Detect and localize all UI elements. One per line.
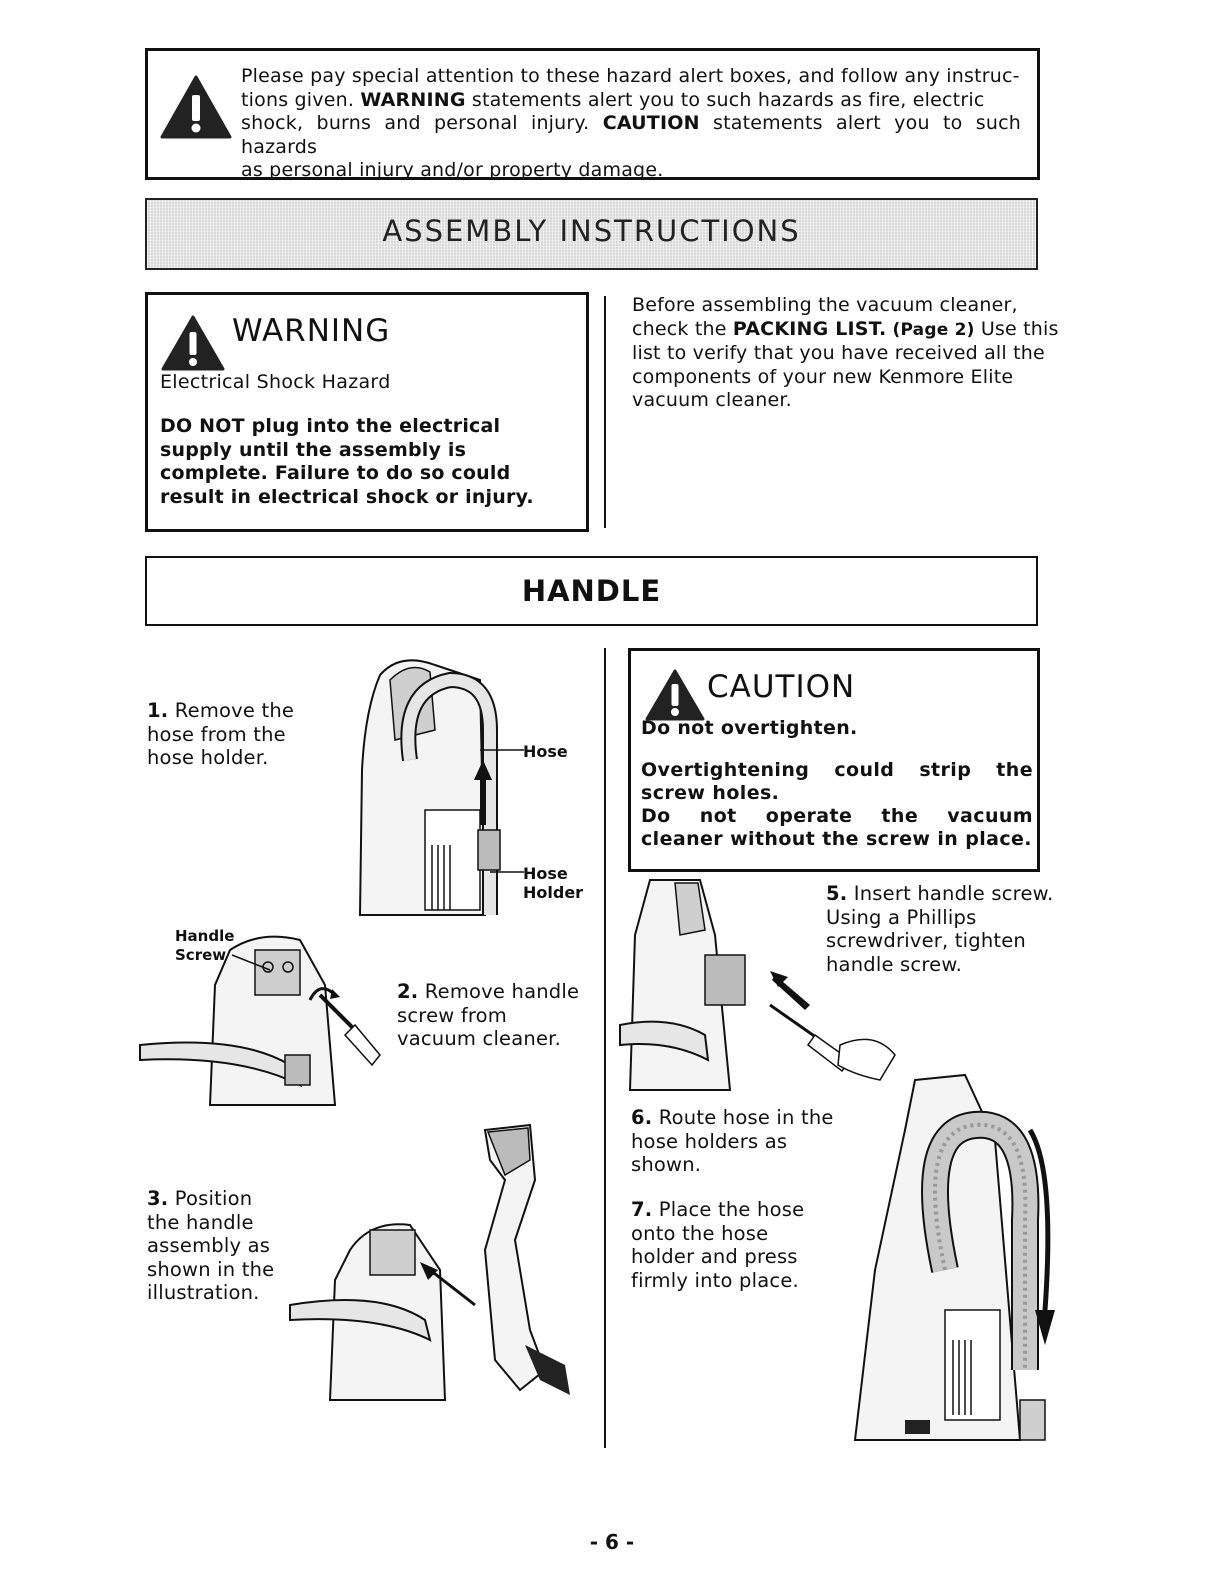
step-1-text: 1. Remove the hose from the hose holder. xyxy=(147,699,295,769)
hose-label: Hose xyxy=(523,742,568,761)
step-2-text: 2. Remove handle screw from vacuum cleaner. xyxy=(397,980,580,1050)
hazard-alert-box xyxy=(145,48,1040,180)
caution-subheading: Do not overtighten. xyxy=(641,717,858,739)
assembly-instructions-banner xyxy=(145,198,1038,270)
caution-box xyxy=(628,648,1040,872)
packing-list-paragraph: Before assembling the vacuum cleaner, check the PACKING LIST. (Page 2) Use this list to verify that you have received all the components of your new Kenmore Elite vacuum cleaner. xyxy=(632,294,1059,411)
hose-holder-label: Hose Holder xyxy=(523,864,584,902)
handle-screw-label: Handle Screw xyxy=(175,927,235,964)
caution-triangle-icon xyxy=(645,669,705,721)
step-6-text: 6. Route hose in the hose holders as shown. xyxy=(631,1106,834,1176)
assembly-instructions-title: ASSEMBLY INSTRUCTIONS xyxy=(382,214,801,248)
caution-keyword: CAUTION xyxy=(602,112,700,134)
illustration-position-handle xyxy=(290,1120,580,1405)
column-divider xyxy=(604,648,606,1448)
handle-section-title: HANDLE xyxy=(521,574,662,608)
column-divider xyxy=(604,296,606,528)
warning-body: DO NOT plug into the electrical supply until the assembly is complete. Failure to do so could result in electrical shock or injury. xyxy=(160,415,534,508)
warning-triangle-icon xyxy=(160,75,232,139)
warning-heading: WARNING xyxy=(232,313,391,349)
warning-triangle-icon xyxy=(161,315,225,371)
packing-list-keyword: PACKING LIST. xyxy=(732,317,887,340)
handle-section-banner xyxy=(145,556,1038,626)
page-reference: (Page 2) xyxy=(886,319,975,340)
page-number: - 6 - xyxy=(589,1530,635,1554)
caution-body: Overtightening could strip the screw holes. Do not operate the vacuum cleaner without the screw in place. xyxy=(641,759,1033,850)
caution-heading: CAUTION xyxy=(707,669,856,705)
illustration-route-hose xyxy=(845,1070,1055,1450)
warning-keyword: WARNING xyxy=(360,88,466,111)
hazard-alert-text: Please pay special attention to these hazard alert boxes, and follow any instruc- tions given. WARNING statements alert you to such hazards as fire, electric shock, burns and personal injury. CAUTION statements alert you to such hazards as personal injury and/or property damage. xyxy=(241,65,1021,181)
illustration-remove-hose xyxy=(340,650,530,920)
step-3-text: 3. Position the handle assembly as shown in the illustration. xyxy=(147,1187,275,1304)
illustration-remove-screw xyxy=(140,925,390,1110)
step-7-text: 7. Place the hose onto the hose holder and press firmly into place. xyxy=(631,1198,805,1292)
warning-box xyxy=(145,292,589,532)
step-5-text: 5. Insert handle screw. Using a Phillips screwdriver, tighten handle screw. xyxy=(826,882,1054,976)
warning-subheading: Electrical Shock Hazard xyxy=(160,371,391,393)
